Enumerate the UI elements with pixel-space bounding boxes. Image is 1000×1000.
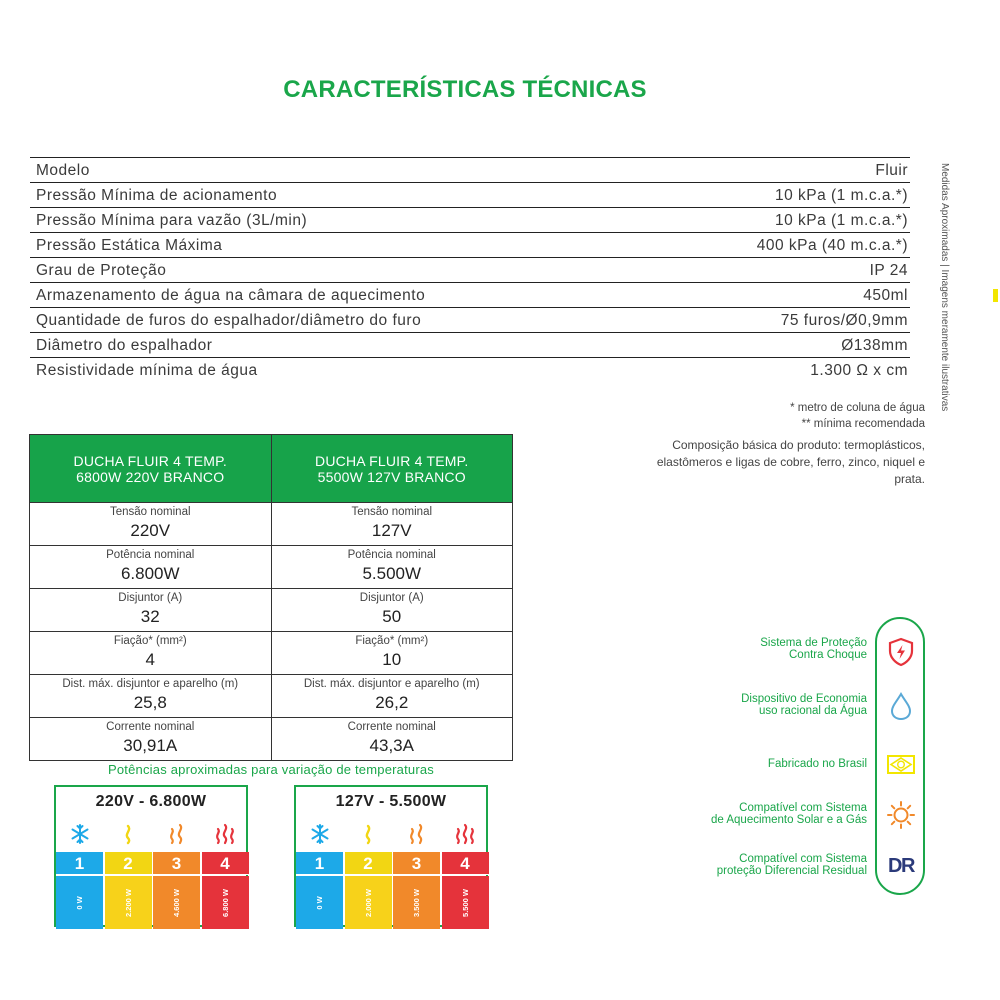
footnotes (790, 400, 925, 437)
product-row (30, 631, 512, 674)
product-cell-value: 30,91A (123, 736, 178, 755)
badge-label-line: proteção Diferencial Residual (716, 865, 867, 877)
spec-label: Pressão Estática Máxima (36, 237, 223, 254)
badge-label-line: Sistema de Proteção (760, 637, 867, 649)
temperature-level-number: 1 (296, 852, 343, 875)
spec-value: 10 kPa (1 m.c.a.*) (774, 212, 908, 229)
power-box-220v (54, 785, 248, 927)
side-disclaimer (936, 163, 950, 463)
product-row (30, 502, 512, 545)
product-cell (272, 546, 513, 588)
power-box-title: 127V - 5.500W (335, 793, 447, 810)
product-cell-value: 25,8 (133, 693, 167, 712)
temperature-level-4 (442, 819, 489, 929)
mild-heat-icon (345, 823, 392, 847)
temperature-level-3 (393, 819, 440, 929)
product-cell-value: 26,2 (375, 693, 409, 712)
product-header-220v (30, 435, 272, 502)
spec-value: 400 kPa (40 m.c.a.*) (756, 237, 908, 254)
product-cell (30, 675, 272, 717)
badge-label-line: de Aquecimento Solar e a Gás (711, 814, 867, 826)
spec-label: Diâmetro do espalhador (36, 337, 213, 354)
temperature-level-bar (296, 876, 343, 929)
temperature-level-watts: 2.000 W (363, 889, 373, 917)
product-row (30, 717, 512, 760)
temperature-level-number: 2 (105, 852, 152, 875)
badge-label-line: Dispositivo de Economia (741, 693, 867, 705)
product-cell (272, 632, 513, 674)
badge-label-residual-current (717, 853, 867, 877)
temperature-level-bar (345, 876, 392, 929)
dr-icon: DR (888, 855, 914, 877)
product-cell (272, 718, 513, 760)
temperature-level-bar (105, 876, 152, 929)
product-cell-value: 50 (382, 607, 402, 626)
badge-label-solar-gas (711, 802, 867, 826)
product-cell-value: 32 (140, 607, 160, 626)
spec-row (30, 207, 910, 232)
product-header-127v (272, 435, 513, 502)
product-cell (272, 503, 513, 545)
badge-label-line: Compatível com Sistema (739, 853, 867, 865)
product-comparison-table (29, 434, 513, 761)
temperature-level-bar (442, 876, 489, 929)
temperature-level-watts: 5.500 W (460, 889, 470, 917)
warm-heat-icon (153, 823, 200, 847)
temperature-level-bar (56, 876, 103, 929)
product-cell-label: Fiação* (mm²) (113, 635, 187, 647)
yellow-marker (993, 289, 998, 302)
product-cell (30, 503, 272, 545)
spec-row (30, 257, 910, 282)
spec-row (30, 357, 910, 382)
badge-label-made-in-brazil (768, 758, 867, 770)
product-cell-label: Tensão nominal (351, 506, 433, 518)
spec-value: 450ml (863, 287, 908, 304)
side-disclaimer-text: Medidas Aproximadas | Imagens meramente ilustrativas (939, 163, 950, 412)
footnote-minimum: ** mínima recomendada (801, 418, 925, 430)
product-cell-label: Disjuntor (A) (118, 592, 183, 604)
water-drop-icon (886, 691, 916, 721)
temperature-level-number: 4 (202, 852, 249, 875)
temperature-level-watts: 0 W (315, 896, 324, 910)
product-header-line: 6800W 220V BRANCO (76, 468, 225, 485)
spec-row (30, 332, 910, 357)
powers-caption: Potências aproximadas para variação de temperaturas (108, 762, 434, 777)
spec-row (30, 282, 910, 307)
brazil-flag-icon (886, 749, 916, 779)
spec-label: Modelo (36, 162, 90, 179)
temperature-level-watts: 4.600 W (172, 889, 181, 917)
product-cell (272, 675, 513, 717)
temperature-level-2 (345, 819, 392, 929)
page-title: CARACTERÍSTICAS TÉCNICAS (283, 76, 647, 103)
mild-heat-icon (105, 823, 152, 847)
temperature-level-number: 3 (393, 852, 440, 875)
spec-label: Quantidade de furos do espalhador/diâmetro do furo (36, 312, 422, 329)
product-header-line: DUCHA FLUIR 4 TEMP. (73, 452, 227, 469)
spec-value: 10 kPa (1 m.c.a.*) (774, 187, 908, 204)
temperature-level-number: 2 (345, 852, 392, 875)
badge-label-line: Compatível com Sistema (739, 802, 867, 814)
power-box-127v (294, 785, 488, 927)
product-cell-value: 43,3A (369, 736, 414, 755)
temperature-level-watts: 6.800 W (220, 889, 230, 917)
spec-value: 75 furos/Ø0,9mm (780, 312, 908, 329)
product-cell-label: Tensão nominal (109, 506, 191, 518)
product-cell-label: Potência nominal (347, 549, 436, 561)
temperature-level-watts: 2.200 W (123, 889, 133, 917)
spec-label: Resistividade mínima de água (36, 362, 258, 379)
spec-label: Grau de Proteção (36, 262, 167, 279)
product-cell-label: Disjuntor (A) (359, 592, 424, 604)
product-cell (30, 718, 272, 760)
product-header-row (30, 435, 512, 502)
product-row (30, 545, 512, 588)
product-cell-label: Dist. máx. disjuntor e aparelho (m) (303, 678, 480, 690)
product-cell (272, 589, 513, 631)
product-row (30, 674, 512, 717)
badge-label-shock-protection (760, 637, 867, 661)
temperature-level-bar (202, 876, 249, 929)
warm-heat-icon (393, 823, 440, 847)
snowflake-icon (56, 823, 103, 847)
product-header-line: 5500W 127V BRANCO (317, 468, 466, 485)
spec-value: 1.300 Ω x cm (810, 362, 908, 379)
temperature-level-1 (296, 819, 343, 929)
product-cell-label: Corrente nominal (106, 721, 195, 733)
product-cell (30, 589, 272, 631)
sun-icon (886, 800, 916, 830)
product-cell-value: 220V (130, 521, 171, 540)
temperature-levels (56, 819, 250, 929)
product-cell-label: Fiação* (mm²) (355, 635, 429, 647)
temperature-levels (296, 819, 490, 929)
product-cell-value: 4 (145, 650, 155, 669)
product-row (30, 588, 512, 631)
temperature-level-number: 3 (153, 852, 200, 875)
footnote-mca: * metro de coluna de água (790, 402, 925, 414)
product-cell (30, 632, 272, 674)
spec-value: Ø138mm (841, 337, 908, 354)
temperature-level-1 (56, 819, 103, 929)
shield-bolt-icon (886, 637, 916, 667)
temperature-level-watts: 3.500 W (412, 889, 421, 917)
product-header-line: DUCHA FLUIR 4 TEMP. (315, 452, 469, 469)
spec-row (30, 182, 910, 207)
product-cell-label: Potência nominal (106, 549, 195, 561)
product-cell-label: Dist. máx. disjuntor e aparelho (m) (62, 678, 239, 690)
temperature-level-2 (105, 819, 152, 929)
product-cell-value: 6.800W (120, 564, 180, 583)
spec-label: Pressão Mínima para vazão (3L/min) (36, 212, 308, 229)
badge-label-line: uso racional da Água (758, 705, 867, 717)
badge-label-line: Contra Choque (789, 649, 867, 661)
composition-note: Composição básica do produto: termoplásticos, elastômeros e ligas de cobre, ferro, zinco, niquel e prata. (656, 438, 925, 486)
power-box-title: 220V - 6.800W (95, 793, 207, 810)
temperature-level-number: 4 (442, 852, 489, 875)
temperature-level-4 (202, 819, 249, 929)
spec-value: Fluir (875, 162, 908, 179)
badge-label-water-saving (741, 693, 867, 717)
snowflake-icon (296, 823, 343, 847)
temperature-level-number: 1 (56, 852, 103, 875)
temperature-level-3 (153, 819, 200, 929)
product-cell-value: 5.500W (362, 564, 422, 583)
temperature-level-bar (153, 876, 200, 929)
product-cell-label: Corrente nominal (347, 721, 436, 733)
spec-row (30, 307, 910, 332)
spec-row (30, 232, 910, 257)
spec-label: Armazenamento de água na câmara de aquecimento (36, 287, 426, 304)
spec-row (30, 157, 910, 182)
specs-table (30, 157, 910, 382)
product-cell-value: 127V (371, 521, 412, 540)
hot-heat-icon (442, 823, 489, 847)
spec-value: IP 24 (869, 262, 908, 279)
hot-heat-icon (202, 823, 249, 847)
product-cell (30, 546, 272, 588)
spec-label: Pressão Mínima de acionamento (36, 187, 278, 204)
temperature-level-bar (393, 876, 440, 929)
product-cell-value: 10 (382, 650, 402, 669)
badge-label-line: Fabricado no Brasil (767, 758, 867, 770)
temperature-level-watts: 0 W (75, 896, 84, 910)
